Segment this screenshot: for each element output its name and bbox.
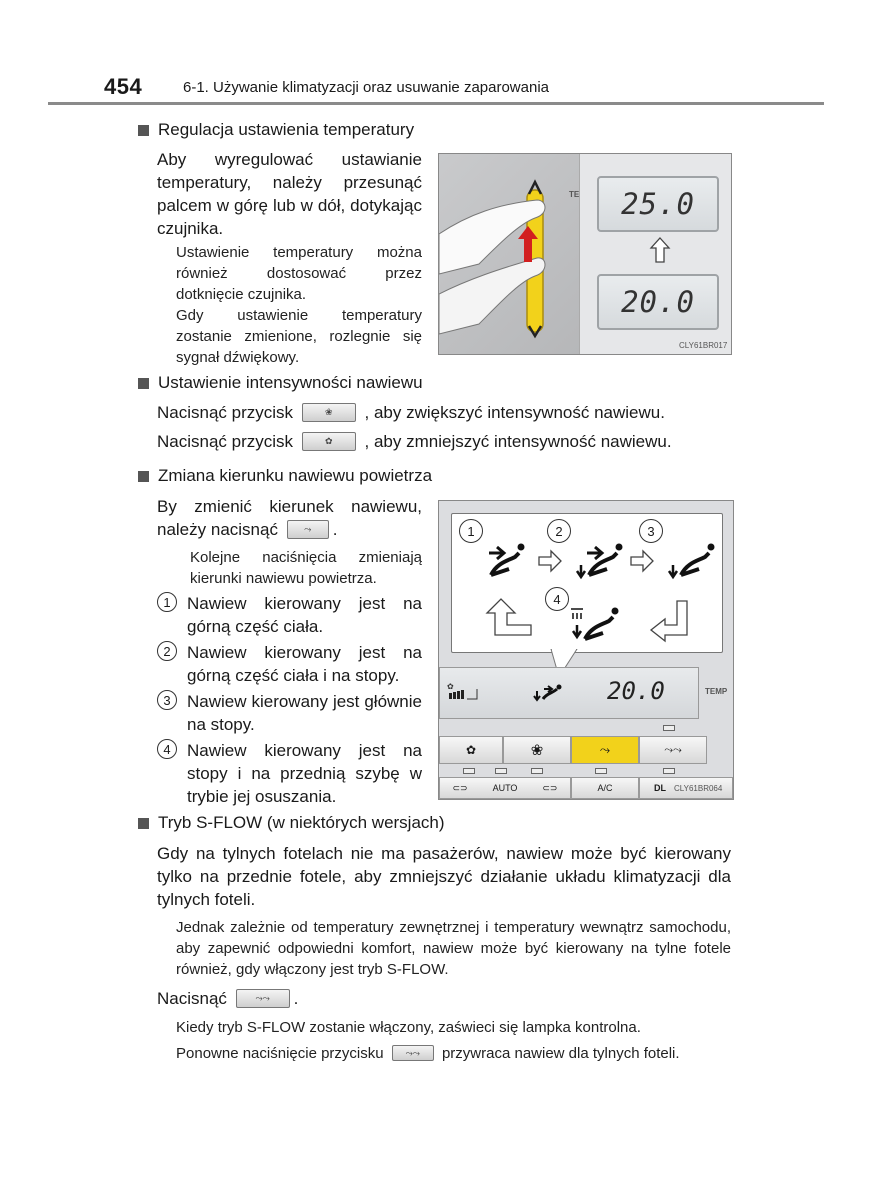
item-text: Nawiew kierowany jest głównie na stopy. — [187, 692, 422, 734]
direction-body-line — [157, 518, 422, 541]
fan-line-increase — [157, 401, 665, 424]
item-number: 2 — [157, 641, 177, 661]
ac-button[interactable] — [571, 777, 639, 799]
list-item — [157, 641, 422, 687]
direction-note: Kolejne naciśnięcia zmieniają kierunki nawiewu powietrza. — [190, 549, 422, 587]
sflow-press-line — [157, 987, 298, 1010]
return-left-arrow-icon — [651, 601, 687, 641]
direction-body — [157, 495, 422, 541]
direction-body-text: . — [332, 520, 338, 539]
bullet-square — [138, 378, 149, 389]
sflow-note-2: Kiedy tryb S-FLOW zostanie włączony, zaświeci się lampka kontrolna. — [176, 1019, 641, 1036]
fan-line-text: , aby zwiększyć intensywność nawiewu. — [364, 403, 665, 422]
sflow-press-text: Nacisnąć — [157, 989, 227, 1008]
sflow-note: Jednak zależnie od temperatury zewnętrznej i temperatury wewnątrz samochodu, aby zapewnić odpowiedni komfort, nawiew może być kierowany na tylne fotele również, gdy włączony jest tryb S-FLOW. — [176, 919, 731, 978]
face-airflow-icon — [489, 544, 525, 576]
button-row — [439, 736, 733, 764]
sflow-note-text: Ponowne naciśnięcie przycisku — [176, 1045, 384, 1062]
mode-number: 2 — [547, 519, 571, 543]
page-number: 454 — [104, 74, 143, 99]
section-heading-temperature — [138, 120, 414, 140]
bullet-square — [138, 818, 149, 829]
figure-code: CLY61BR064 — [674, 783, 723, 793]
fan-line-text: , aby zmniejszyć intensywność nawiewu. — [364, 432, 672, 451]
list-item — [157, 592, 422, 638]
header-rule — [48, 102, 824, 105]
fan-down-button[interactable]: ✿ — [439, 736, 503, 764]
sflow-note-text: przywraca nawiew dla tylnych foteli. — [441, 1045, 680, 1062]
bullet-square — [138, 125, 149, 136]
mode-number: 1 — [459, 519, 483, 543]
fan-up-button[interactable]: ❀ — [503, 736, 571, 764]
indicator-lamp — [595, 768, 607, 774]
list-item — [157, 690, 422, 736]
direction-body-text: należy nacisnąć — [157, 520, 278, 539]
heading-text: Zmiana kierunku nawiewu powietrza — [158, 466, 433, 485]
figure-code: CLY61BR017 — [679, 341, 728, 350]
car-recirc-icon: ⊂⊃ — [452, 782, 468, 793]
list-item — [157, 739, 422, 808]
item-number: 4 — [157, 739, 177, 759]
fan-increase-button-icon: ❀ — [302, 403, 356, 422]
return-up-arrow-icon — [487, 599, 531, 635]
bottom-button-row — [439, 777, 733, 799]
heading-text: Regulacja ustawienia temperatury — [158, 120, 415, 139]
temperature-note-2: Gdy ustawienie temperatury zostanie zmienione, rozlegnie się sygnał dźwiękowy. — [176, 307, 422, 366]
section-heading-direction — [138, 466, 432, 486]
svg-text:✿: ✿ — [447, 682, 454, 691]
airflow-modes-illustration — [451, 513, 721, 651]
ac-label: A/C — [597, 783, 613, 793]
heading-text: Ustawienie intensywności nawiewu — [158, 373, 423, 392]
face-foot-airflow-icon — [577, 544, 623, 578]
temperature-figure — [438, 153, 732, 355]
section-heading-fan — [138, 373, 423, 393]
next-arrow-icon — [631, 551, 653, 571]
finger-slide-illustration — [439, 154, 579, 354]
item-text: Nawiew kierowany jest na stopy i na przednią szybę w trybie jej osuszania. — [187, 741, 422, 806]
sensor-label: TE — [569, 190, 580, 199]
temperature-body: Aby wyregulować ustawianie temperatury, należy przesunąć palcem w górę lub w dół, dotykając czujnika. — [157, 150, 422, 238]
dual-label: DL — [654, 783, 666, 793]
indicator-lamp — [531, 768, 543, 774]
temp-display-low: 20.0 — [597, 274, 719, 330]
s-flow-button-icon: ⤳⤳ — [392, 1045, 434, 1061]
direction-body-line: By zmienić kierunek nawiewu, — [157, 497, 422, 516]
indicator-lamp — [663, 768, 675, 774]
temp-side-label: TEMP — [705, 687, 728, 696]
airflow-mode-button-icon: ⤳ — [287, 520, 329, 539]
auto-button[interactable] — [439, 777, 571, 799]
airflow-figure — [438, 500, 734, 800]
item-number: 3 — [157, 690, 177, 710]
bullet-square — [138, 471, 149, 482]
fan-level-icon — [447, 681, 481, 701]
sflow-body: Gdy na tylnych fotelach nie ma pasażerów, nawiew może być kierowany tylko na przednie fotele, aby zmniejszyć działanie układu klimatyzacji dla tylnych foteli. — [157, 844, 731, 909]
item-number: 1 — [157, 592, 177, 612]
running-title: 6-1. Używanie klimatyzacji oraz usuwanie zaparowania — [183, 79, 549, 96]
direction-list — [157, 592, 422, 808]
fan-line-decrease — [157, 430, 672, 453]
current-airflow-icon — [533, 683, 563, 703]
indicator-lamp — [663, 725, 675, 731]
item-text: Nawiew kierowany jest na górną część ciała. — [187, 594, 422, 636]
dual-button[interactable] — [639, 777, 733, 799]
fan-line-text: Nacisnąć przycisk — [157, 403, 294, 422]
fan-decrease-button-icon: ✿ — [302, 432, 356, 451]
auto-label: AUTO — [492, 783, 518, 793]
heading-text: Tryb S-FLOW (w niektórych wersjach) — [158, 813, 445, 832]
s-flow-button-icon: ⤳⤳ — [236, 989, 290, 1008]
foot-airflow-icon — [669, 544, 715, 578]
up-outline-arrow-icon — [649, 236, 671, 264]
item-text: Nawiew kierowany jest na górną część ciała i na stopy. — [187, 643, 422, 685]
temp-display-high: 25.0 — [597, 176, 719, 232]
airflow-mode-button[interactable]: ⤳ — [571, 736, 639, 764]
car-fresh-air-icon: ⊂⊃ — [542, 782, 558, 793]
sflow-press-text: . — [293, 989, 299, 1008]
defrost-foot-airflow-icon — [571, 608, 619, 640]
fan-line-text: Nacisnąć przycisk — [157, 432, 294, 451]
mode-number: 3 — [639, 519, 663, 543]
indicator-lamp — [495, 768, 507, 774]
indicator-lamp — [463, 768, 475, 774]
temperature-readout: 20.0 — [607, 677, 665, 705]
mode-number: 4 — [545, 587, 569, 611]
sflow-note-3 — [176, 1043, 680, 1064]
temperature-note-1: Ustawienie temperatury można również dostosować przez dotknięcie czujnika. — [176, 244, 422, 303]
s-flow-button[interactable]: ⤳⤳ — [639, 736, 707, 764]
section-heading-sflow — [138, 813, 445, 833]
next-arrow-icon — [539, 551, 561, 571]
